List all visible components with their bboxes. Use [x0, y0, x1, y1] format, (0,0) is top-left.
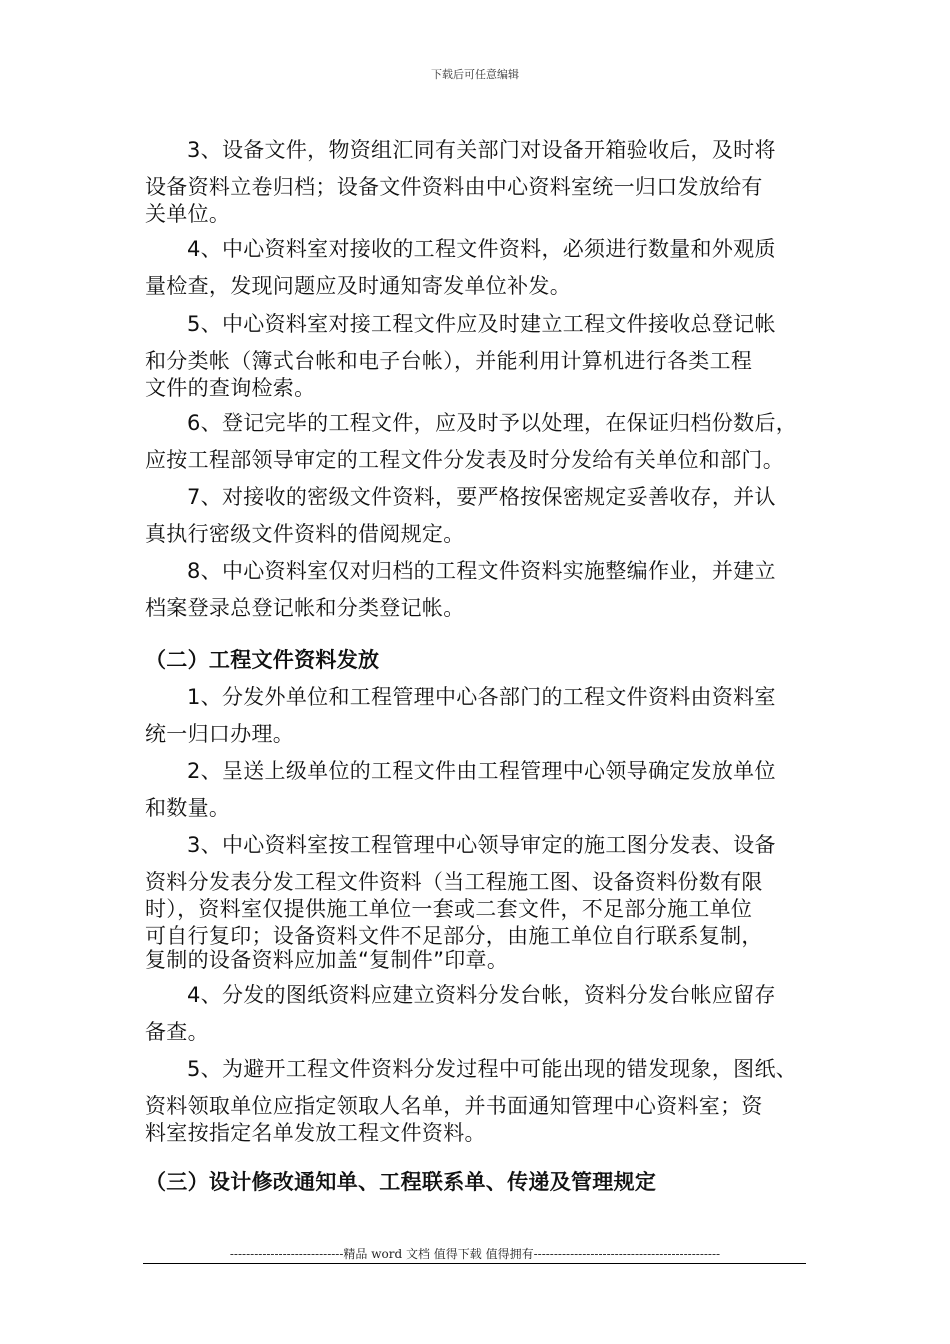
page-footer: ----------------------------精品 word 文档 值得下载 值得拥有----------------------------------------------: [229, 1247, 721, 1261]
paragraph-line: 5、中心资料室对接工程文件应及时建立工程文件接收总登记帐: [187, 312, 776, 336]
paragraph-line: 资料领取单位应指定领取人名单，并书面通知管理中心资料室；资: [145, 1094, 763, 1118]
paragraph-line: 量检查，发现问题应及时通知寄发单位补发。: [145, 274, 571, 298]
paragraph-line: 4、中心资料室对接收的工程文件资料，必须进行数量和外观质: [187, 237, 776, 261]
section-heading: （三）设计修改通知单、工程联系单、传递及管理规定: [145, 1170, 657, 1194]
paragraph-line: 复制的设备资料应加盖“复制件”印章。: [145, 948, 509, 972]
paragraph-line: 可自行复印；设备资料文件不足部分，由施工单位自行联系复制，: [145, 924, 763, 948]
paragraph-line: 档案登录总登记帐和分类登记帐。: [145, 596, 465, 620]
paragraph-line: 文件的查询检索。: [145, 376, 316, 400]
section-heading: （二）工程文件资料发放: [145, 648, 380, 672]
footer-rule: [143, 1263, 806, 1264]
paragraph-line: 4、分发的图纸资料应建立资料分发台帐，资料分发台帐应留存: [187, 983, 776, 1007]
paragraph-line: 5、为避开工程文件资料分发过程中可能出现的错发现象，图纸、: [187, 1057, 798, 1081]
paragraph-line: 3、设备文件，物资组汇同有关部门对设备开箱验收后，及时将: [187, 138, 776, 162]
paragraph-line: 3、中心资料室按工程管理中心领导审定的施工图分发表、设备: [187, 833, 776, 857]
paragraph-line: 和分类帐（簿式台帐和电子台帐），并能利用计算机进行各类工程: [145, 349, 753, 373]
paragraph-line: 真执行密级文件资料的借阅规定。: [145, 522, 465, 546]
paragraph-line: 时），资料室仅提供施工单位一套或二套文件，不足部分施工单位: [145, 897, 753, 921]
paragraph-line: 设备资料立卷归档；设备文件资料由中心资料室统一归口发放给有: [145, 175, 763, 199]
paragraph-line: 应按工程部领导审定的工程文件分发表及时分发给有关单位和部门。: [145, 448, 784, 472]
paragraph-line: 备查。: [145, 1020, 209, 1044]
paragraph-line: 6、登记完毕的工程文件，应及时予以处理，在保证归档份数后，: [187, 411, 798, 435]
page-header: 下载后可任意编辑: [431, 68, 519, 81]
paragraph-line: 资料分发表分发工程文件资料（当工程施工图、设备资料份数有限: [145, 870, 763, 894]
paragraph-line: 8、中心资料室仅对归档的工程文件资料实施整编作业，并建立: [187, 559, 776, 583]
paragraph-line: 料室按指定名单发放工程文件资料。: [145, 1121, 486, 1145]
paragraph-line: 关单位。: [145, 202, 231, 226]
paragraph-line: 统一归口办理。: [145, 722, 295, 746]
paragraph-line: 和数量。: [145, 796, 231, 820]
paragraph-line: 1、分发外单位和工程管理中心各部门的工程文件资料由资料室: [187, 685, 776, 709]
paragraph-line: 2、呈送上级单位的工程文件由工程管理中心领导确定发放单位: [187, 759, 776, 783]
paragraph-line: 7、对接收的密级文件资料，要严格按保密规定妥善收存，并认: [187, 485, 776, 509]
